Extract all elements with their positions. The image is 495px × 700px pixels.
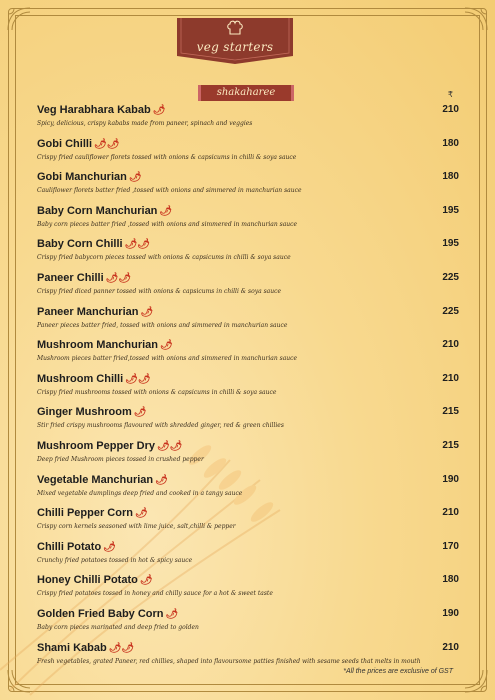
- item-name: [37, 507, 148, 519]
- item-name-text: Paneer Chilli: [37, 271, 104, 284]
- menu-item: [37, 101, 459, 135]
- item-name-text: Baby Corn Chilli: [37, 238, 123, 251]
- gst-note: *All the prices are exclusive of GST: [343, 668, 453, 675]
- item-name-text: Mushroom Pepper Dry: [37, 439, 155, 452]
- item-description: Crispy fried diced panner tossed with onions & capsicums in chilli & soya sauce: [37, 287, 282, 295]
- item-name: [37, 138, 119, 150]
- chili-icon: 🌶: [165, 608, 179, 620]
- item-description: Crispy fried cauliflower florets tossed with onions & capsicums in chilli & soya sauce: [37, 153, 297, 161]
- chef-hat-icon: [226, 20, 244, 36]
- item-description: Crunchy fried potatoes tossed in hot & spicy sauce: [37, 556, 193, 564]
- menu-item: [37, 571, 459, 605]
- item-name-text: Golden Fried Baby Corn: [37, 607, 164, 620]
- corner-ornament-icon: [463, 6, 489, 32]
- item-name-text: Vegetable Manchurian: [37, 473, 154, 486]
- item-name-text: Chilli Potato: [37, 540, 102, 553]
- menu-item: [37, 303, 459, 337]
- item-price: 170: [442, 540, 459, 552]
- menu-item: [37, 235, 459, 269]
- menu-item: [37, 538, 459, 572]
- item-price: 180: [442, 137, 459, 149]
- item-name-text: Paneer Manchurian: [37, 305, 139, 318]
- item-name: [37, 574, 153, 586]
- menu-item: [37, 605, 459, 639]
- item-description: Baby corn pieces batter fried ,tossed with onions and simmered in manchurian sauce: [37, 220, 298, 228]
- item-name: [37, 171, 142, 183]
- item-name: [37, 642, 134, 654]
- item-price: 215: [442, 439, 459, 451]
- chili-icon: 🌶: [134, 508, 148, 520]
- chili-icon: 🌶🌶: [125, 373, 151, 385]
- item-name-text: Shami Kabab: [37, 641, 107, 654]
- item-name: [37, 104, 165, 116]
- chili-icon: 🌶: [160, 340, 173, 352]
- item-description: Fresh vegetables, grated Paneer, red chillies, shaped into flavoursome patties finished with sesame seeds that melts in mouth: [37, 657, 421, 665]
- chili-icon: 🌶: [133, 407, 147, 419]
- chili-icon: 🌶🌶: [156, 440, 183, 452]
- item-name: [37, 306, 153, 318]
- item-name-text: Mushroom Manchurian: [37, 339, 159, 352]
- item-description: Crispy fried potatoes tossed in honey and chilly sauce for a hot & sweet taste: [37, 590, 273, 598]
- menu-item: [37, 504, 459, 538]
- section-label: shakaharee: [198, 85, 294, 101]
- item-name-text: Honey Chilli Potato: [37, 574, 138, 587]
- item-description: Crispy fried babycorn pieces tossed with onions & capsicums in chilli & soya sauce: [37, 254, 291, 262]
- item-name: [37, 474, 168, 486]
- item-name: [37, 238, 150, 250]
- chili-icon: 🌶: [155, 474, 168, 486]
- corner-ornament-icon: [6, 6, 32, 32]
- item-name: [37, 205, 172, 217]
- item-description: Paneer pieces batter fried, tossed with onions and simmered in manchurian sauce: [37, 321, 288, 329]
- item-price: 195: [442, 238, 459, 250]
- menu-list: [37, 101, 459, 672]
- item-description: Cauliflower florets batter fried ,tossed with onions and simmered in manchurian sauce: [37, 187, 302, 195]
- menu-item: [37, 135, 459, 169]
- item-price: 210: [442, 104, 459, 115]
- menu-item: [37, 269, 459, 303]
- item-price: 190: [442, 607, 459, 619]
- item-price: 225: [442, 305, 459, 317]
- item-name: [37, 272, 131, 284]
- menu-item: [37, 403, 459, 437]
- item-price: 180: [442, 574, 459, 586]
- item-price: 210: [442, 507, 459, 519]
- item-name-text: Gobi Chilli: [37, 137, 92, 150]
- chili-icon: 🌶: [159, 205, 173, 217]
- item-price: 190: [442, 473, 459, 485]
- item-description: Mushroom pieces batter fried,tossed with onions and simmered in manchurian sauce: [37, 355, 298, 363]
- item-description: Baby corn pieces marinated and deep fried to golden: [37, 623, 199, 631]
- item-description: Crispy fried mushrooms tossed with onions & capsicums in chilli & soya sauce: [37, 388, 277, 396]
- currency-label: ₹: [447, 90, 453, 99]
- item-name: [37, 440, 182, 452]
- chili-icon: 🌶🌶: [124, 239, 150, 251]
- chili-icon: 🌶: [128, 172, 142, 184]
- item-name: [37, 406, 146, 418]
- item-name-text: Gobi Manchurian: [37, 171, 127, 184]
- item-price: 210: [442, 372, 459, 384]
- item-name: [37, 339, 173, 351]
- item-description: Spicy, delicious, crispy kababs made from paneer, spinach and veggies: [37, 120, 253, 127]
- item-price: 195: [442, 204, 459, 216]
- item-name-text: Veg Harabhara Kabab: [37, 104, 151, 116]
- item-description: Mixed vegetable dumplings deep fried and cooked in a tangy sauce: [37, 489, 243, 497]
- chili-icon: 🌶🌶: [105, 272, 132, 284]
- item-price: 210: [442, 641, 459, 653]
- item-price: 210: [442, 339, 459, 351]
- chili-icon: 🌶🌶: [94, 138, 120, 150]
- page-title: veg starters: [196, 40, 274, 54]
- item-name-text: Mushroom Chilli: [37, 372, 124, 385]
- menu-item: [37, 370, 459, 404]
- chili-icon: 🌶🌶: [108, 642, 135, 654]
- menu-item: [37, 202, 459, 236]
- chili-icon: 🌶: [152, 105, 166, 116]
- item-name-text: Baby Corn Manchurian: [37, 204, 158, 217]
- chili-icon: 🌶: [140, 306, 154, 318]
- item-name-text: Ginger Mushroom: [37, 406, 132, 419]
- item-price: 215: [442, 406, 459, 418]
- item-name: [37, 541, 116, 553]
- chili-icon: 🌶: [103, 541, 116, 553]
- item-name-text: Chilli Pepper Corn: [37, 507, 133, 520]
- menu-item: [37, 471, 459, 505]
- menu-item: [37, 336, 459, 370]
- item-description: Crispy corn kernels seasoned with lime juice, salt,chilli & pepper: [37, 523, 236, 531]
- menu-item: [37, 437, 459, 471]
- chili-icon: 🌶: [139, 575, 153, 587]
- corner-ornament-icon: [463, 668, 489, 694]
- item-description: Deep fried Mushroom pieces tossed in crushed pepper: [37, 455, 204, 463]
- item-price: 180: [442, 171, 459, 183]
- item-price: 225: [442, 271, 459, 283]
- item-name: [37, 608, 178, 620]
- menu-item: [37, 168, 459, 202]
- item-description: Stir fried crispy mushrooms flavoured with shredded ginger, red & green chillies: [37, 422, 284, 430]
- item-name: [37, 373, 151, 385]
